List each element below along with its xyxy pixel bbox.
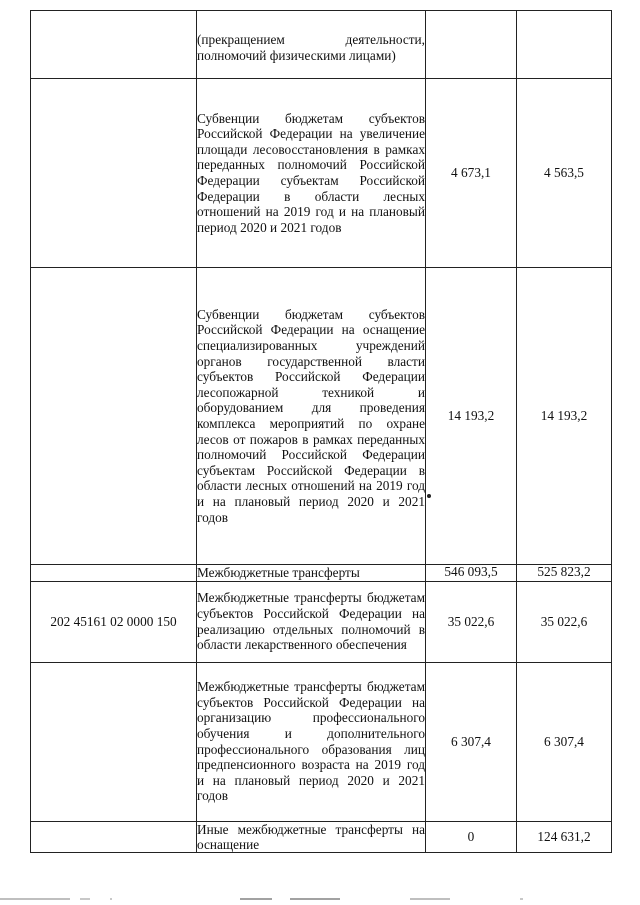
value-2020-cell: 14 193,2 xyxy=(517,268,612,565)
scan-speck xyxy=(427,494,431,498)
value-2020-cell xyxy=(517,11,612,79)
description-cell: Субвенции бюджетам субъектов Российской Федерации на увеличение площади лесовосстановления в рамках переданных полномочий Российской Федерации субъектам Российской Федерации в области лесных отношений на 2019 год и на плановый период 2020 и 2021 годов xyxy=(197,79,426,268)
scan-edge-marks xyxy=(0,893,640,905)
value-2019-cell: 4 673,1 xyxy=(426,79,517,268)
description-cell: (прекращением деятельности, полномочий физическими лицами) xyxy=(197,11,426,79)
value-2019-cell: 6 307,4 xyxy=(426,662,517,821)
value-2020-cell: 124 631,2 xyxy=(517,821,612,852)
code-cell xyxy=(31,11,197,79)
value-2020-cell: 6 307,4 xyxy=(517,662,612,821)
table-row xyxy=(31,581,612,662)
description-cell: Межбюджетные трансферты xyxy=(197,565,426,582)
table-row xyxy=(31,11,612,79)
description-cell: Иные межбюджетные трансферты на оснащение xyxy=(197,821,425,852)
table-row xyxy=(31,565,612,582)
value-2020-cell: 4 563,5 xyxy=(517,79,612,268)
code-cell: 202 45161 02 0000 150 xyxy=(31,581,197,662)
table-row xyxy=(31,821,612,852)
code-cell xyxy=(31,662,197,821)
table-row xyxy=(31,79,612,268)
value-2019-cell: 0 xyxy=(426,821,517,852)
description-cell: Субвенции бюджетам субъектов Российской Федерации на оснащение специализированных учреждений органов государственной власти субъектов Российской Федерации лесопожарной техникой и оборудованием для проведения комплекса мероприятий по охране лесов от пожаров в рамках переданных полномочий Российской Федерации субъектам Российской Федерации в области лесных отношений на 2019 год и на плановый период 2020 и 2021 годов xyxy=(197,268,426,565)
value-2019-cell: 546 093,5 xyxy=(426,565,517,582)
code-cell xyxy=(31,565,197,582)
code-cell xyxy=(31,79,197,268)
value-2019-cell: 35 022,6 xyxy=(426,581,517,662)
table-row xyxy=(31,662,612,821)
table-row xyxy=(31,268,612,565)
description-cell: Межбюджетные трансферты бюджетам субъектов Российской Федерации на организацию профессионального обучения и дополнительного профессионального образования лиц предпенсионного возраста на 2019 год и на плановый период 2020 и 2021 годов xyxy=(197,662,426,821)
value-2019-cell: 14 193,2 xyxy=(426,268,517,565)
code-cell xyxy=(31,268,197,565)
value-2020-cell: 525 823,2 xyxy=(517,565,612,582)
budget-table xyxy=(30,10,612,853)
code-cell xyxy=(31,821,197,852)
description-cell: Межбюджетные трансферты бюджетам субъектов Российской Федерации на реализацию отдельных полномочий в области лекарственного обеспечения xyxy=(197,581,426,662)
value-2020-cell: 35 022,6 xyxy=(517,581,612,662)
value-2019-cell xyxy=(426,11,517,79)
